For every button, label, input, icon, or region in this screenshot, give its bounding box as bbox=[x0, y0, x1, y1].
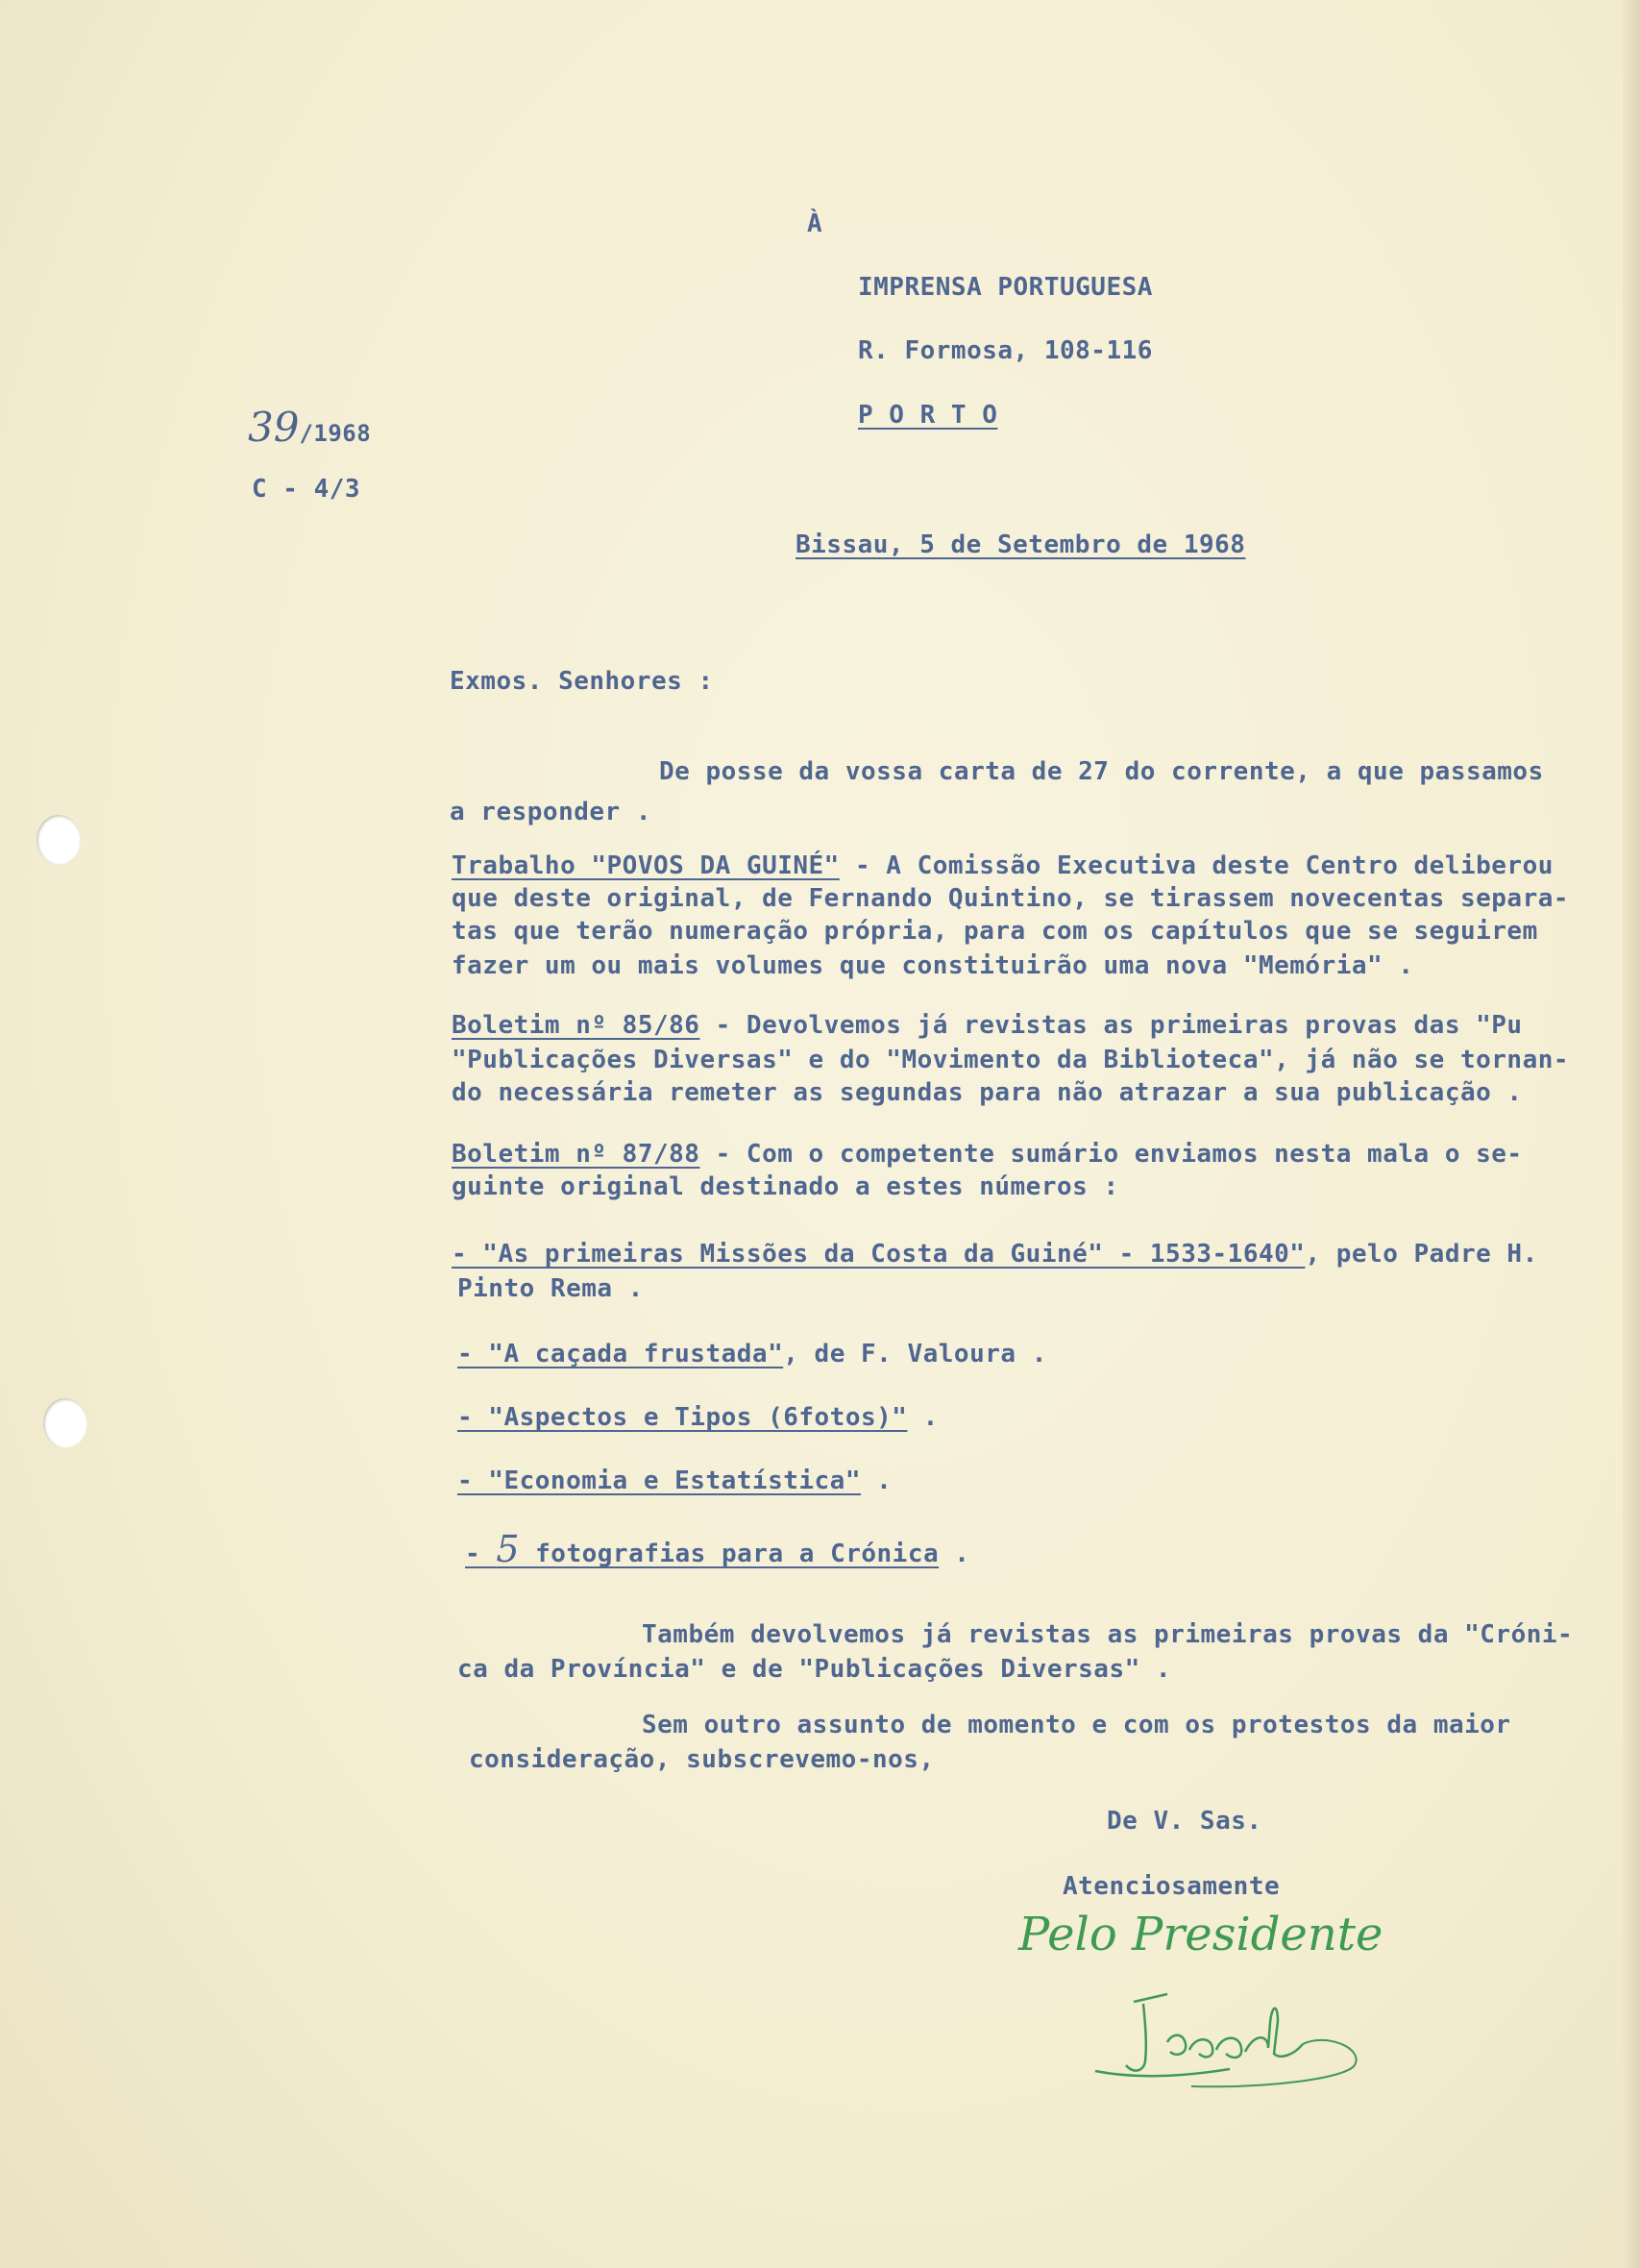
intro-line-2: a responder . bbox=[450, 798, 651, 826]
recipient-name: IMPRENSA PORTUGUESA bbox=[858, 273, 1153, 302]
date-line: Bissau, 5 de Setembro de 1968 bbox=[796, 530, 1246, 559]
boletim-87-line-2: guinte original destinado a estes números : bbox=[452, 1172, 1119, 1201]
signature-scribble bbox=[1076, 1965, 1480, 2100]
list-item: - "A caçada frustada", de F. Valoura . bbox=[457, 1340, 1047, 1368]
closing-de-vsas: De V. Sas. bbox=[1107, 1807, 1262, 1836]
list-item: - "Aspectos e Tipos (6fotos)" . bbox=[457, 1403, 939, 1432]
list-item: - "As primeiras Missões da Costa da Guiné" - 1533-1640", pelo Padre H. bbox=[452, 1240, 1538, 1269]
paper-edge bbox=[1623, 0, 1640, 2268]
addressee-marker: À bbox=[807, 210, 823, 238]
boletim-85-line-3: do necessária remeter as segundas para não atrazar a sua publicação . bbox=[452, 1078, 1523, 1107]
closing-regards-line-2: consideração, subscrevemo-nos, bbox=[469, 1745, 935, 1774]
recipient-address: R. Formosa, 108-116 bbox=[858, 336, 1153, 365]
reference-number: 39/1968 bbox=[248, 404, 372, 451]
trabalho-heading: Trabalho "POVOS DA GUINÉ" bbox=[452, 851, 840, 880]
punch-hole-lower bbox=[43, 1398, 87, 1448]
trabalho-line-4: fazer um ou mais volumes que constituirão uma nova "Memória" . bbox=[452, 951, 1414, 980]
trabalho-paragraph-line-1: Trabalho "POVOS DA GUINÉ" - A Comissão Executiva deste Centro deliberou bbox=[452, 851, 1554, 880]
trabalho-line-3: tas que terão numeração própria, para com os capítulos que se seguirem bbox=[452, 917, 1538, 946]
boletim-85-line-2: "Publicações Diversas" e do "Movimento da Biblioteca", já não se tornan- bbox=[452, 1046, 1570, 1074]
punch-hole-upper bbox=[37, 815, 81, 865]
intro-line-1: De posse da vossa carta de 27 do corrente, a que passamos bbox=[659, 757, 1544, 786]
closing-also-line-1: Também devolvemos já revistas as primeiras provas da "Cróni- bbox=[642, 1620, 1574, 1649]
boletim-85-line-1: Boletim nº 85/86 - Devolvemos já revistas as primeiras provas das "Pu bbox=[452, 1011, 1523, 1040]
boletim-87-heading: Boletim nº 87/88 bbox=[452, 1140, 700, 1169]
list-item-continuation: Pinto Rema . bbox=[457, 1274, 644, 1303]
handwritten-number: 5 bbox=[496, 1528, 520, 1570]
boletim-85-heading: Boletim nº 85/86 bbox=[452, 1011, 700, 1040]
closing-atenciosamente: Atenciosamente bbox=[1063, 1872, 1281, 1901]
list-item: - "Economia e Estatística" . bbox=[457, 1467, 893, 1495]
reference-code: C - 4/3 bbox=[252, 475, 361, 504]
recipient-city: P O R T O bbox=[858, 401, 998, 430]
trabalho-line-2: que deste original, de Fernando Quintino, se tirassem novecentas separa- bbox=[452, 884, 1570, 913]
salutation: Exmos. Senhores : bbox=[450, 667, 714, 696]
handwritten-pelo-presidente: Pelo Presidente bbox=[1018, 1908, 1383, 1961]
list-item: - 5 fotografias para a Crónica . bbox=[465, 1528, 970, 1570]
closing-regards-line-1: Sem outro assunto de momento e com os protestos da maior bbox=[642, 1711, 1511, 1739]
closing-also-line-2: ca da Província" e de "Publicações Diversas" . bbox=[457, 1655, 1172, 1684]
boletim-87-line-1: Boletim nº 87/88 - Com o competente sumário enviamos nesta mala o se- bbox=[452, 1140, 1523, 1169]
